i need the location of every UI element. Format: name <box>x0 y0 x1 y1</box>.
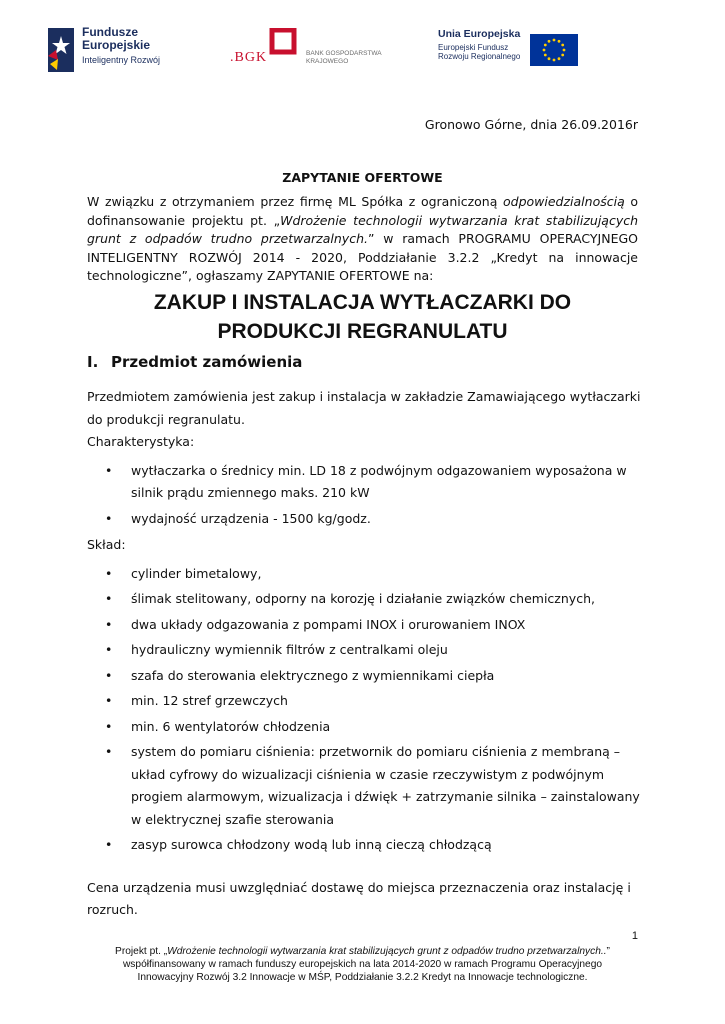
list-item: • dwa układy odgazowania z pompami INOX i orurowaniem INOX <box>87 614 647 637</box>
body-paragraph1: Przedmiotem zamówienia jest zakup i instalacja w zakładzie Zamawiającego wytłaczarki do produkcji regranulatu. <box>87 389 641 427</box>
section-heading <box>87 353 302 371</box>
bullet-icon: • <box>105 667 113 683</box>
footer-line3: Innowacyjny Rozwój 3.2 Innowacje w MŚP, Poddziałanie 3.2.2 Kredyt na Innowacje technologiczne. <box>137 972 588 983</box>
list-item: • min. 6 wentylatorów chłodzenia <box>87 716 647 739</box>
bullet-icon: • <box>105 591 113 606</box>
bullet-icon: • <box>105 642 113 657</box>
bullet-icon: • <box>105 693 113 708</box>
main-title-line2: PRODUKCJI REGRANULATU <box>217 320 508 343</box>
ue-line3: Rozwoju Regionalnego <box>438 52 521 61</box>
main-title-line1: ZAKUP I INSTALACJA WYTŁACZARKI DO <box>153 291 572 314</box>
intro-part3: ” w ramach PROGRAMU OPERACYJNEGO INTELIGENTNY ROZWÓJ 2014 - 2020, Poddziałanie 3.2.2 „Kredyt na innowacje technologiczne”, ogłaszamy ZAPYTANIE OFERTOWE na: <box>87 231 638 283</box>
page-number: 1 <box>631 930 638 942</box>
bullet-icon: • <box>105 565 113 581</box>
fe-star-icon <box>46 26 76 74</box>
bullet-icon: • <box>105 718 113 734</box>
document-body <box>87 386 647 922</box>
date-line: Gronowo Górne, dnia 26.09.2016r <box>424 117 638 132</box>
intro-part1: W związku z otrzymaniem przez firmę ML Spółka z ograniczoną <box>87 194 503 209</box>
main-title <box>0 288 725 346</box>
characteristics-label: Charakterystyka: <box>87 434 195 449</box>
section-title: Przedmiot zamówienia <box>111 353 303 371</box>
ue-line1: Unia Europejska <box>438 28 521 40</box>
list-item: • min. 12 stref grzewczych <box>87 690 647 713</box>
footer <box>70 945 655 984</box>
eu-flag-icon <box>530 34 578 66</box>
list-item: • wydajność urządzenia - 1500 kg/godz. <box>87 508 647 531</box>
fe-line3: Inteligentny Rozwój <box>82 55 161 65</box>
bullet-icon: • <box>105 510 113 526</box>
fe-line1: Fundusze <box>82 25 138 39</box>
composition-list <box>87 563 647 857</box>
footer-line2: współfinansowany w ramach funduszy europejskich na lata 2014-2020 w ramach Programu Operacyjnego <box>122 959 603 970</box>
ue-line2: Europejski Fundusz <box>438 43 509 52</box>
list-item: • wytłaczarka o średnicy min. LD 18 z podwójnym odgazowaniem wyposażona w silnik prądu zmiennego maks. 210 kW <box>87 460 647 505</box>
fe-line2: Europejskie <box>82 38 151 52</box>
bullet-icon: • <box>105 462 113 478</box>
list-item: • szafa do sterowania elektrycznego z wymiennikami ciepła <box>87 665 647 688</box>
list-item: • cylinder bimetalowy, <box>87 563 647 586</box>
header-logos <box>0 18 725 80</box>
unia-europejska-logo <box>428 20 590 78</box>
list-item: • ślimak stelitowany, odporny na korozję i działanie związków chemicznych, <box>87 588 647 611</box>
list-item: • zasyp surowca chłodzony wodą lub inną cieczą chłodzącą <box>87 834 647 857</box>
list-item: • hydrauliczny wymiennik filtrów z centralkami oleju <box>87 639 647 662</box>
bullet-icon: • <box>105 744 113 759</box>
bgk-logo <box>222 28 402 74</box>
intro-part2: o dofinansowanie projektu pt. „ <box>87 194 639 228</box>
bgk-full-line1: BANK GOSPODARSTWA <box>306 50 382 57</box>
closing-paragraph: Cena urządzenia musi uwzględniać dostawę do miejsca przeznaczenia oraz instalację i rozruch. <box>87 879 631 917</box>
bgk-full-line2: KRAJOWEGO <box>306 58 349 65</box>
footer-project-title: Wdrożenie technologii wytwarzania krat stabilizujących grunt z odpadów trudno przetwarzalnych.. <box>167 946 607 957</box>
intro-paragraph <box>87 193 638 286</box>
list-item: • system do pomiaru ciśnienia: przetwornik do pomiaru ciśnienia z membraną – układ cyfrowy do wizualizacji ciśnienia w czasie rzeczywistym z podwójnym progiem alarmowym, wizualizacja i dźwięk + zatrzymanie silnika – zainstalowany w elektrycznej szafie sterowania <box>87 741 647 831</box>
composition-label: Skład: <box>87 537 126 552</box>
intro-part1-italic: odpowiedzialnością <box>503 194 625 209</box>
section-number: I. <box>87 353 99 371</box>
bullet-icon: • <box>105 616 113 632</box>
fundusze-europejskie-logo <box>46 22 186 78</box>
intro-project-title: Wdrożenie technologii wytwarzania krat stabilizujących grunt z odpadów trudno przetwarzalnych. <box>87 212 639 246</box>
bgk-abbr: .BGK <box>230 50 268 65</box>
bullet-icon: • <box>105 837 113 852</box>
footer-line1: Projekt pt. „Wdrożenie technologii wytwarzania krat stabilizujących grunt z odpadów trudno przetwarzalnych..” <box>115 946 610 957</box>
inquiry-title: ZAPYTANIE OFERTOWE <box>282 170 443 185</box>
characteristics-list <box>87 460 647 531</box>
